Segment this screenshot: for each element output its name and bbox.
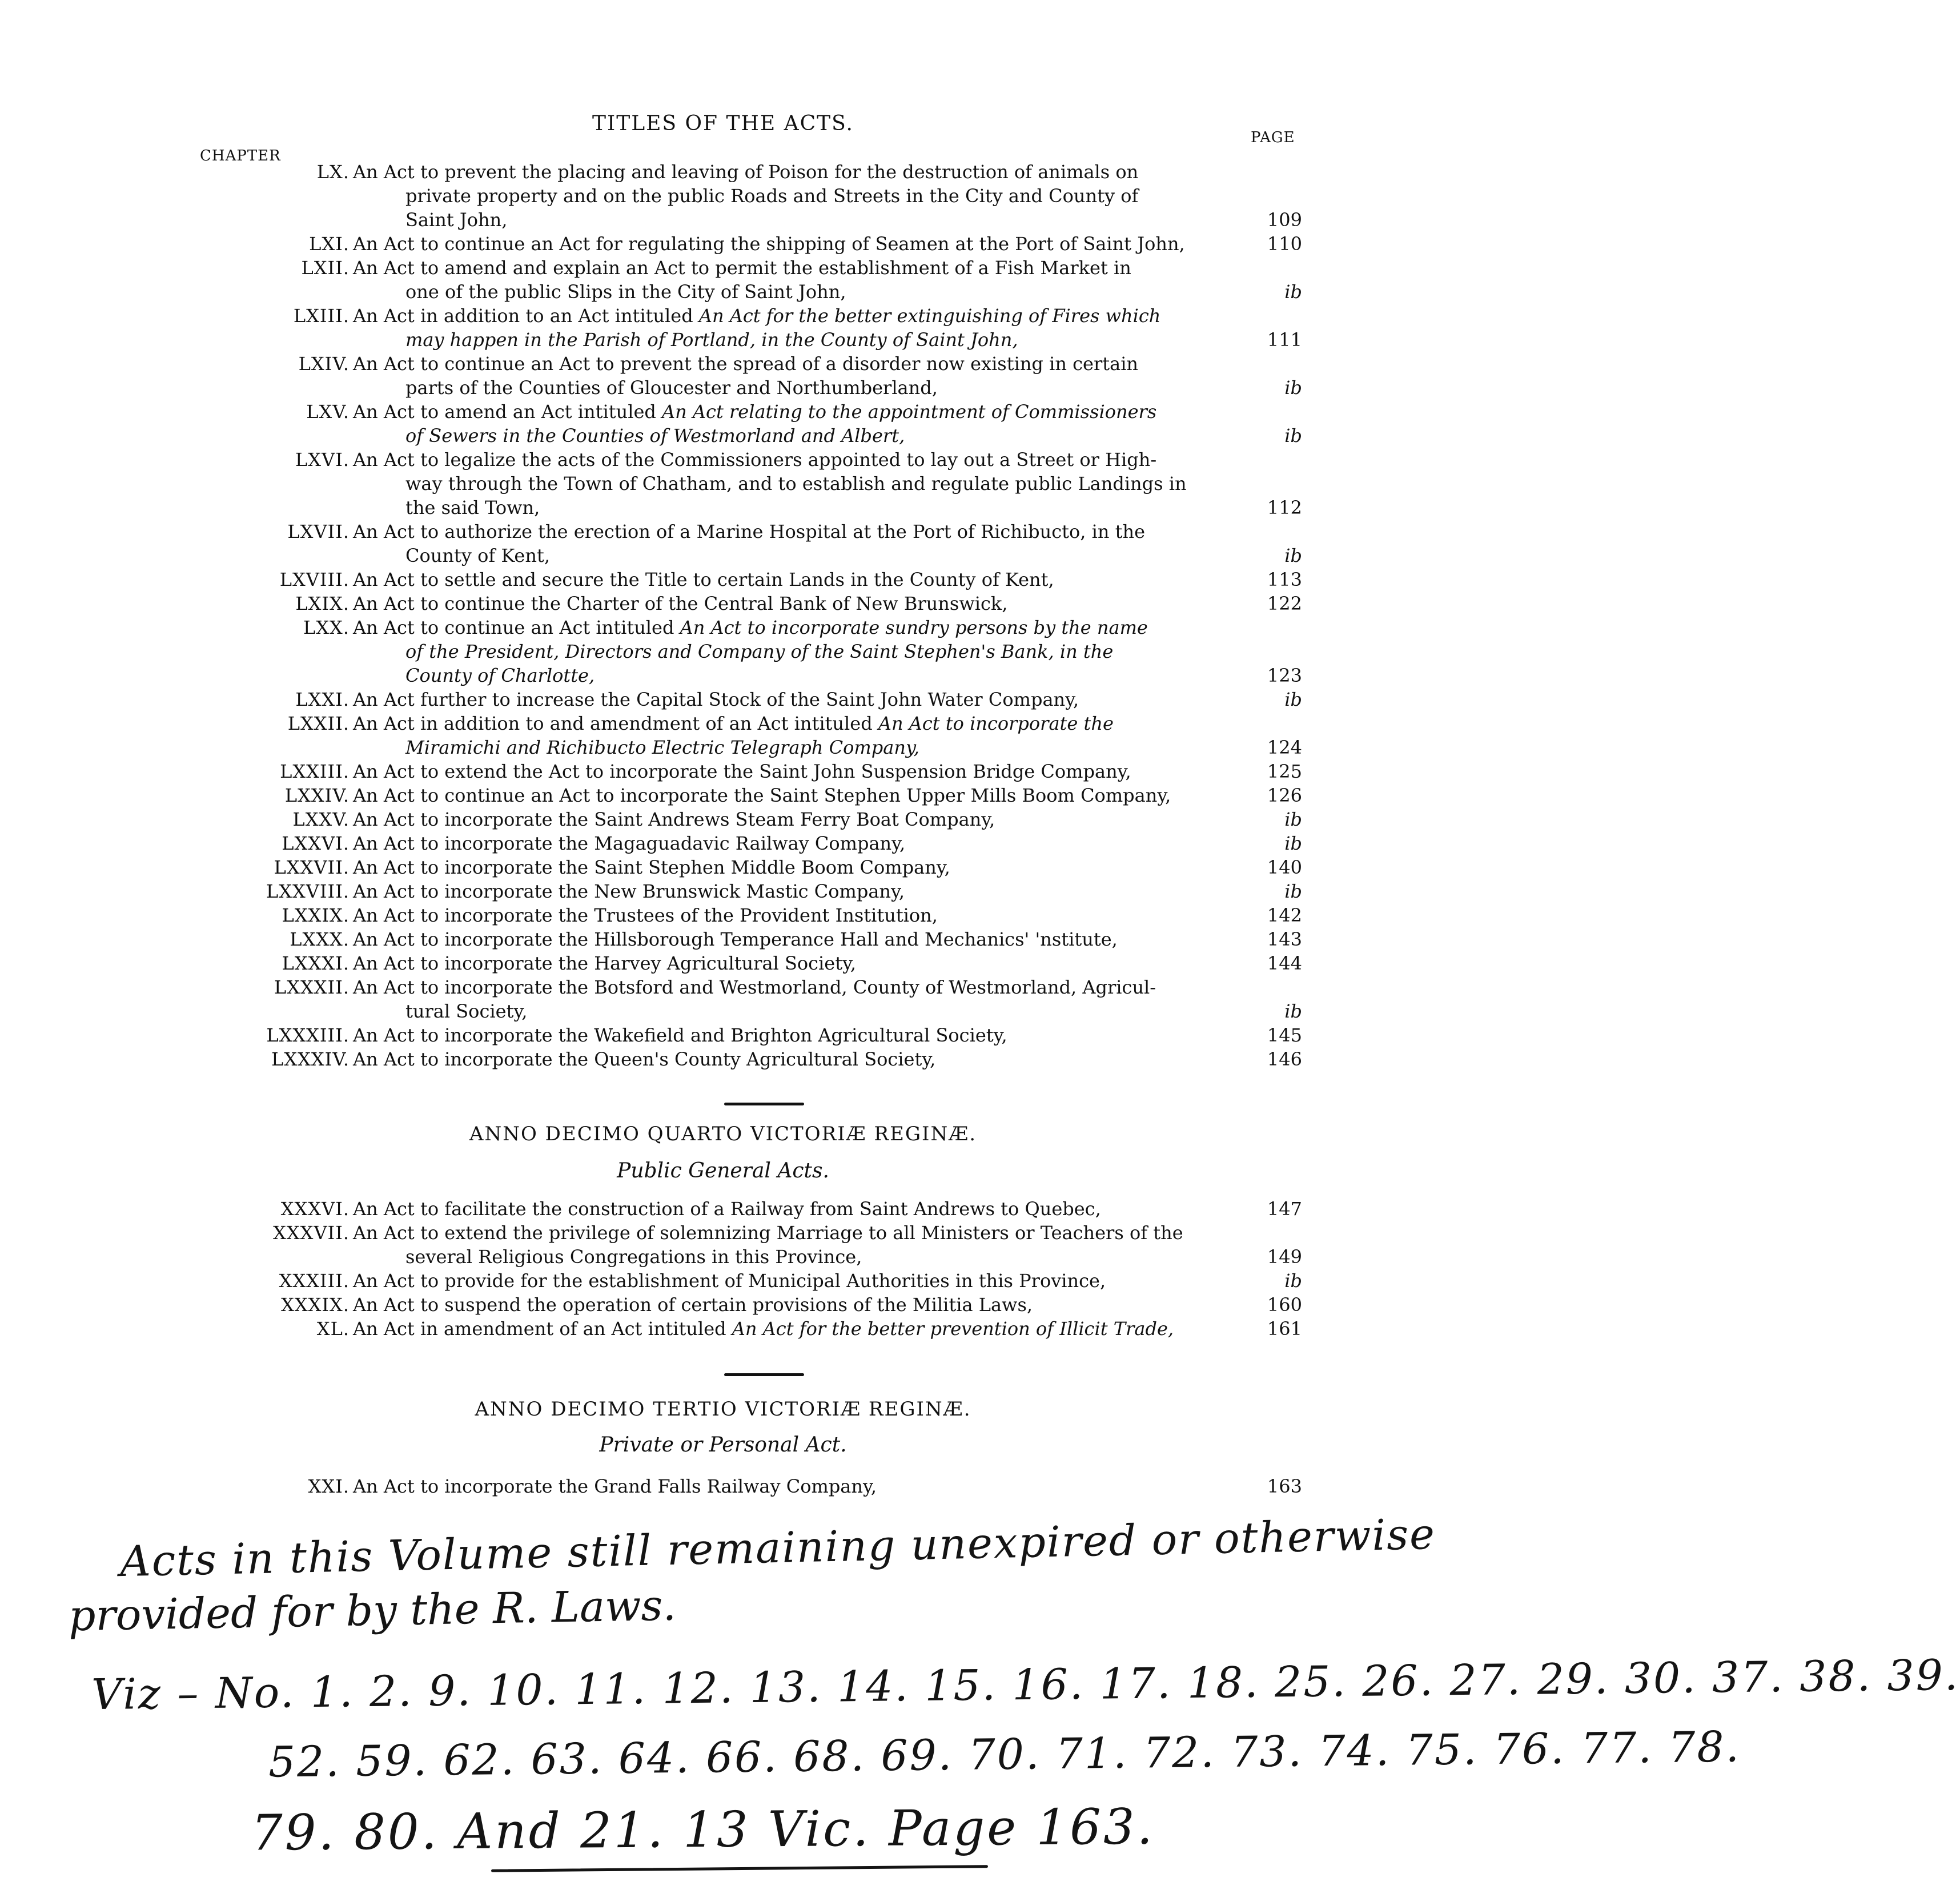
chapter-number: LXXXIII.: [266, 1024, 350, 1046]
title-text: An Act to facilitate the construction of a Railway from Saint Andrews to Quebec,: [353, 1198, 1101, 1220]
chapter-number: LXXV.: [292, 809, 350, 830]
title-text: An Act to amend and explain an Act to permit the establishment of a Fish Market in: [353, 257, 1131, 279]
page-number: 110: [1267, 233, 1302, 255]
chapter-number: LXXVIII.: [266, 880, 350, 902]
page-number: 125: [1267, 761, 1302, 782]
title-text: An Act to incorporate the Botsford and Westmorland, County of Westmorland, Agricul-: [353, 976, 1156, 998]
chapter-number: LXXIV.: [284, 785, 350, 806]
page-number: 147: [1267, 1198, 1302, 1220]
title-text: An Act in addition to an Act intituled: [353, 305, 699, 327]
cited-act-title: An Act for the better prevention of Illicit Trade,: [732, 1318, 1174, 1340]
page-column-label: PAGE: [1251, 129, 1295, 146]
title-text: An Act to settle and secure the Title to certain Lands in the County of Kent,: [353, 569, 1054, 590]
title-text: An Act to incorporate the Saint Andrews Steam Ferry Boat Company,: [353, 809, 995, 830]
section-heading: ANNO DECIMO TERTIO VICTORIÆ REGINÆ.: [475, 1398, 971, 1421]
chapter-number: LXIII.: [293, 305, 350, 327]
page-number: 140: [1267, 856, 1302, 878]
chapter-number: LX.: [316, 161, 350, 183]
chapter-number: LXXVI.: [282, 833, 350, 854]
chapter-number: XXXVII.: [273, 1222, 350, 1244]
section-subheading: Private or Personal Act.: [599, 1433, 847, 1457]
chapter-number: LXXX.: [290, 928, 350, 950]
chapter-number: XXXIII.: [279, 1270, 350, 1292]
title-text: An Act to continue an Act to incorporate the Saint Stephen Upper Mills Boom Company,: [353, 785, 1171, 806]
chapter-number: LXXXII.: [274, 976, 350, 998]
title-text: way through the Town of Chatham, and to establish and regulate public Landings in: [405, 473, 1187, 494]
title-text: An Act to incorporate the Harvey Agricultural Society,: [353, 952, 857, 974]
page-number: 113: [1267, 569, 1302, 590]
page-number: 146: [1267, 1048, 1302, 1070]
page-number: 123: [1267, 665, 1302, 686]
title-text: County of Kent,: [405, 545, 550, 566]
handwritten-line: 79. 80. And 21. 13 Vic. Page 163.: [251, 1798, 1155, 1862]
chapter-number: LXXII.: [287, 713, 350, 734]
title-text: An Act to incorporate the Wakefield and Brighton Agricultural Society,: [353, 1024, 1007, 1046]
chapter-number: LXV.: [306, 401, 350, 423]
title-text: An Act to continue an Act for regulating the shipping of Seamen at the Port of Saint John,: [353, 233, 1185, 255]
page-number: 144: [1267, 952, 1302, 974]
title-text: An Act to incorporate the Hillsborough Temperance Hall and Mechanics' 'nstitute,: [353, 928, 1118, 950]
title-text: An Act to continue an Act intituled: [353, 617, 680, 638]
cited-act-title: An Act to incorporate the: [878, 713, 1114, 734]
title-text: An Act to incorporate the Grand Falls Railway Company,: [353, 1475, 877, 1497]
chapter-number: LXVII.: [287, 521, 350, 542]
title-text: An Act in amendment of an Act intituled: [353, 1318, 732, 1340]
title-text: An Act in addition to and amendment of an Act intituled: [353, 713, 878, 734]
handwritten-line: 52. 59. 62. 63. 64. 66. 68. 69. 70. 71. 72. 73. 74. 75. 76. 77. 78.: [268, 1722, 1741, 1787]
title-text: An Act to prevent the placing and leaving of Poison for the destruction of animals on: [353, 161, 1139, 183]
title-text: private property and on the public Roads and Streets in the City and County of: [405, 185, 1139, 207]
chapter-number: XL.: [316, 1318, 350, 1340]
running-title: TITLES OF THE ACTS.: [592, 112, 854, 135]
handwritten-line: Acts in this Volume still remaining unexpired or otherwise: [119, 1509, 1436, 1587]
chapter-number: LXIV.: [298, 353, 350, 375]
page-number: 109: [1267, 209, 1302, 231]
chapter-number: XXXVI.: [280, 1198, 350, 1220]
handwritten-line: provided for by the R. Laws.: [68, 1581, 677, 1641]
chapter-number: LXXVII.: [274, 856, 350, 878]
title-text: An Act to continue an Act to prevent the spread of a disorder now existing in certain: [353, 353, 1139, 375]
cited-act-title: County of Charlotte,: [405, 665, 595, 686]
page-number: ib: [1284, 1000, 1302, 1022]
title-text: one of the public Slips in the City of Saint John,: [405, 281, 846, 303]
page-number: ib: [1284, 545, 1302, 566]
page-number: ib: [1284, 377, 1302, 399]
chapter-number: LXXXI.: [282, 952, 350, 974]
title-text: parts of the Counties of Gloucester and Northumberland,: [405, 377, 938, 399]
chapter-column-label: CHAPTER: [200, 147, 281, 164]
title-text: An Act to incorporate the Saint Stephen Middle Boom Company,: [353, 856, 950, 878]
title-text: An Act to extend the privilege of solemnizing Marriage to all Ministers or Teachers of the: [353, 1222, 1183, 1244]
page-number: ib: [1284, 425, 1302, 447]
chapter-number: LXXIX.: [282, 904, 350, 926]
title-text: the said Town,: [405, 497, 540, 518]
cited-act-title: Miramichi and Richibucto Electric Telegraph Company,: [405, 737, 919, 758]
page-number: ib: [1284, 1270, 1302, 1292]
page-number: 142: [1267, 904, 1302, 926]
chapter-number: LXXI.: [295, 689, 350, 710]
title-text: An Act to amend an Act intituled: [353, 401, 662, 423]
title-text: An Act to suspend the operation of certain provisions of the Militia Laws,: [353, 1294, 1033, 1316]
title-text: several Religious Congregations in this Province,: [405, 1246, 862, 1268]
title-text: An Act to authorize the erection of a Marine Hospital at the Port of Richibucto, in the: [353, 521, 1146, 542]
title-text: An Act to continue the Charter of the Central Bank of New Brunswick,: [353, 593, 1008, 614]
chapter-number: LXII.: [301, 257, 350, 279]
chapter-number: XXXIX.: [281, 1294, 350, 1316]
chapter-number: LXX.: [303, 617, 350, 638]
page-number: 149: [1267, 1246, 1302, 1268]
handwritten-underline: [491, 1865, 988, 1872]
cited-act-title: of Sewers in the Counties of Westmorland and Albert,: [405, 425, 905, 447]
title-text: An Act further to increase the Capital Stock of the Saint John Water Company,: [353, 689, 1079, 710]
page-number: ib: [1284, 689, 1302, 710]
page-number: 145: [1267, 1024, 1302, 1046]
cited-act-title: may happen in the Parish of Portland, in the County of Saint John,: [405, 329, 1018, 351]
page-number: 163: [1267, 1475, 1302, 1497]
chapter-number: LXXIII.: [280, 761, 350, 782]
title-text: An Act to incorporate the Magaguadavic Railway Company,: [353, 833, 906, 854]
page-number: 143: [1267, 928, 1302, 950]
chapter-number: LXIX.: [295, 593, 350, 614]
page-number: 124: [1267, 737, 1302, 758]
cited-act-title: of the President, Directors and Company of the Saint Stephen's Bank, in the: [405, 641, 1114, 662]
page-number: 122: [1267, 593, 1302, 614]
page-number: 126: [1267, 785, 1302, 806]
title-text: An Act to incorporate the Trustees of the Provident Institution,: [353, 904, 938, 926]
page-number: ib: [1284, 281, 1302, 303]
page-number: 112: [1267, 497, 1302, 518]
page-number: 160: [1267, 1294, 1302, 1316]
title-text: Saint John,: [405, 209, 508, 231]
section-subheading: Public General Acts.: [617, 1159, 829, 1183]
chapter-number: LXVIII.: [279, 569, 350, 590]
title-text: An Act to incorporate the New Brunswick Mastic Company,: [353, 880, 905, 902]
title-text: An Act to extend the Act to incorporate the Saint John Suspension Bridge Company,: [353, 761, 1131, 782]
cited-act-title: An Act for the better extinguishing of Fires which: [698, 305, 1161, 327]
title-text: An Act to legalize the acts of the Commissioners appointed to lay out a Street or High-: [353, 449, 1157, 471]
chapter-number: LXVI.: [295, 449, 350, 471]
cited-act-title: An Act to incorporate sundry persons by the name: [680, 617, 1148, 638]
section-heading: ANNO DECIMO QUARTO VICTORIÆ REGINÆ.: [469, 1123, 977, 1145]
handwritten-line: Viz – No. 1. 2. 9. 10. 11. 12. 13. 14. 15. 16. 17. 18. 25. 26. 27. 29. 30. 37. 38. 39.: [91, 1650, 1960, 1720]
page-number: 161: [1267, 1318, 1302, 1340]
page-number: ib: [1284, 809, 1302, 830]
page-number: 111: [1267, 329, 1302, 351]
title-text: tural Society,: [405, 1000, 528, 1022]
page-number: ib: [1284, 833, 1302, 854]
cited-act-title: An Act relating to the appointment of Commissioners: [662, 401, 1157, 423]
title-text: An Act to provide for the establishment of Municipal Authorities in this Province,: [353, 1270, 1106, 1292]
title-text: An Act to incorporate the Queen's County Agricultural Society,: [353, 1048, 936, 1070]
page-number: ib: [1284, 880, 1302, 902]
chapter-number: LXI.: [309, 233, 350, 255]
chapter-number: LXXXIV.: [271, 1048, 350, 1070]
chapter-number: XXI.: [308, 1475, 350, 1497]
